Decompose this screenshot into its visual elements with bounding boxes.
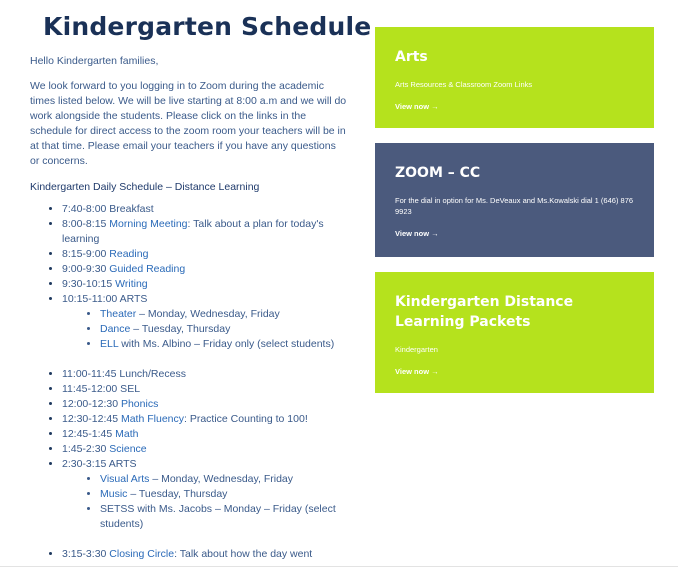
list-item: • 9:00-9:30 Guided Reading (62, 262, 348, 277)
arts-afternoon-list (62, 472, 348, 532)
list-item: • ELL with Ms. Albino – Friday only (select students) (100, 337, 348, 352)
morning-meeting-link[interactable]: Morning Meeting (109, 218, 188, 230)
card-title: Kindergarten Distance Learning Packets (395, 294, 574, 330)
list-item: • 11:45-12:00 SEL (62, 382, 348, 397)
list-item: • Visual Arts – Monday, Wednesday, Friday (100, 472, 348, 487)
math-fluency-link[interactable]: Math Fluency (120, 413, 184, 425)
ell-link[interactable]: ELL (100, 338, 119, 350)
list-item: • 2:30-3:15 ARTS • Visual Arts – Monday, Wednesday, Friday • Music – Tuesday, Thursday • SETSS with Ms. Jacobs – Monday – Friday (select students) (62, 457, 348, 532)
page-title: Kindergarten Schedule (43, 12, 372, 41)
zoom-cc-card[interactable] (375, 143, 654, 257)
card-title: ZOOM – CC (395, 165, 481, 181)
list-item: • SETSS with Ms. Jacobs – Monday – Friday (select students) (100, 502, 348, 532)
visual-arts-link[interactable]: Visual Arts (100, 473, 150, 485)
arts-card[interactable] (375, 27, 654, 128)
list-item: • Dance – Tuesday, Thursday (100, 322, 348, 337)
list-item: • 11:00-11:45 Lunch/Recess (62, 367, 348, 382)
greeting-text: Hello Kindergarten families, (30, 55, 159, 67)
theater-link[interactable]: Theater (100, 308, 137, 320)
list-item: • 7:40-8:00 Breakfast (62, 202, 348, 217)
distance-learning-packets-card[interactable] (375, 272, 654, 393)
view-now-link[interactable]: View now → (395, 229, 439, 238)
card-title: Arts (395, 49, 428, 65)
math-link[interactable]: Math (115, 428, 139, 440)
guided-reading-link[interactable]: Guided Reading (109, 263, 186, 275)
arts-morning-list (62, 307, 348, 352)
list-item: • 8:15-9:00 Reading (62, 247, 348, 262)
list-item: • 12:00-12:30 Phonics (62, 397, 348, 412)
dance-link[interactable]: Dance (100, 323, 131, 335)
list-item: • 3:15-3:30 Closing Circle: Talk about how the day went (62, 547, 348, 562)
view-now-link[interactable]: View now → (395, 102, 439, 111)
list-item: • Music – Tuesday, Thursday (100, 487, 348, 502)
intro-paragraph: We look forward to you logging in to Zoom during the academic times listed below. We will be live starting at 8:00 a.m and we will do work alongside the students. Please click on the links in the schedule for direct access to the zoom room your teachers will be in at that time. Please email your teachers if you have any questions or concerns. (30, 80, 347, 167)
footer-divider (0, 566, 678, 567)
list-item: • Theater – Monday, Wednesday, Friday (100, 307, 348, 322)
science-link[interactable]: Science (109, 443, 147, 455)
list-item: • 12:45-1:45 Math (62, 427, 348, 442)
list-item: • 12:30-12:45 Math Fluency: Practice Counting to 100! (62, 412, 348, 427)
schedule-subheading: Kindergarten Daily Schedule – Distance Learning (30, 181, 260, 193)
music-link[interactable]: Music (100, 488, 128, 500)
view-now-link[interactable]: View now → (395, 367, 439, 376)
card-description: Arts Resources & Classroom Zoom Links (395, 80, 533, 89)
schedule-content (30, 54, 348, 562)
list-item: • 1:45-2:30 Science (62, 442, 348, 457)
card-description: For the dial in option for Ms. DeVeaux and Ms.Kowalski dial 1 (646) 876 9923 (395, 196, 634, 216)
closing-circle-link[interactable]: Closing Circle (109, 548, 175, 560)
list-item: • 8:00-8:15 Morning Meeting: Talk about a plan for today's learning (62, 217, 348, 247)
writing-link[interactable]: Writing (115, 278, 148, 290)
list-item: • 10:15-11:00 ARTS • Theater – Monday, Wednesday, Friday • Dance – Tuesday, Thursday • ELL with Ms. Albino – Friday only (select students) (62, 292, 348, 352)
list-item: • 9:30-10:15 Writing (62, 277, 348, 292)
reading-link[interactable]: Reading (109, 248, 149, 260)
card-description: Kindergarten (395, 345, 438, 354)
phonics-link[interactable]: Phonics (120, 398, 159, 410)
schedule-list (30, 202, 348, 562)
